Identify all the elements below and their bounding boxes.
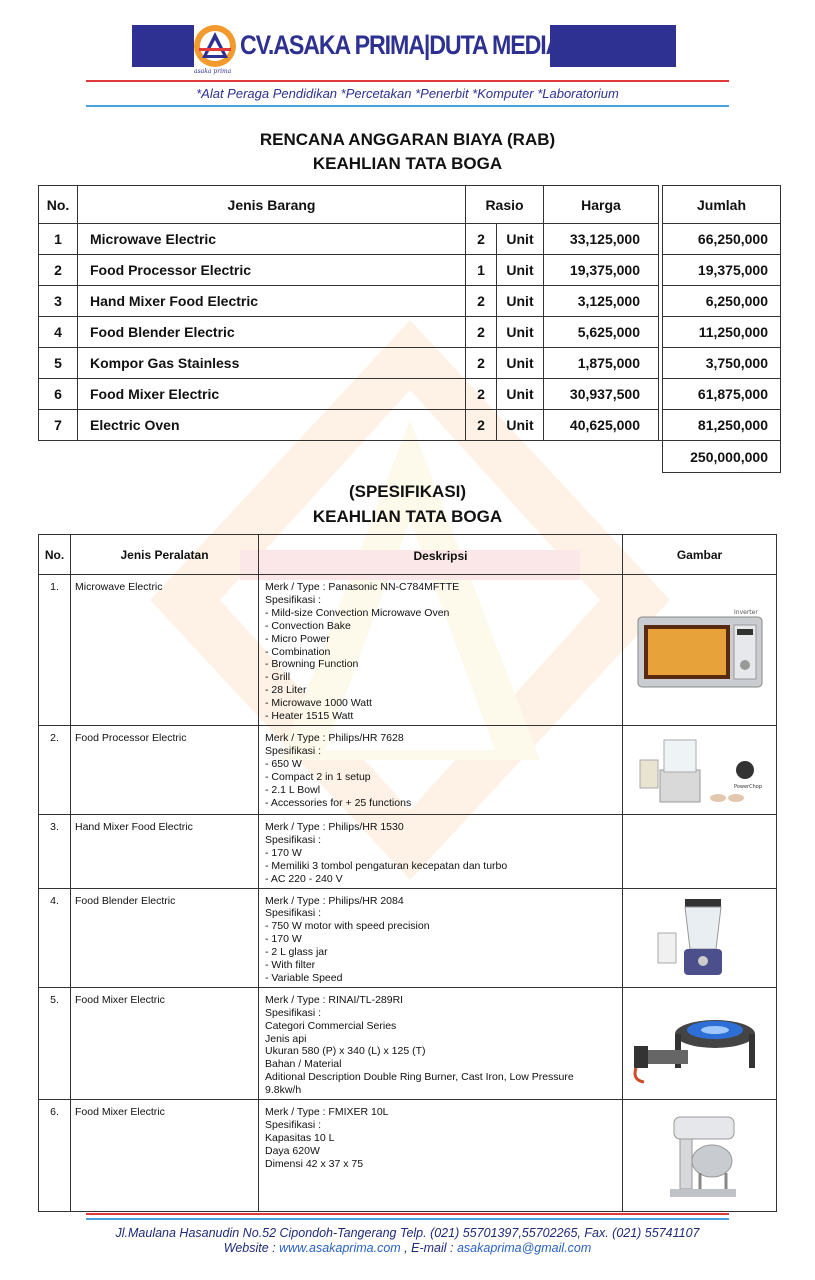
table-row: [39, 379, 781, 410]
row-unit: Unit: [497, 255, 544, 286]
description-line: Spesifikasi :: [265, 833, 322, 846]
row-item: Food Mixer Electric: [78, 379, 466, 410]
gas-stove-image: [627, 998, 772, 1088]
description-line: - Grill: [265, 671, 291, 684]
description-line: Merk / Type : FMIXER 10L: [265, 1106, 389, 1119]
description-line: - Memiliki 3 tombol pengaturan kecepatan dan turbo: [265, 859, 508, 872]
row-item: Microwave Electric: [78, 224, 466, 255]
spec-row-image: [623, 1100, 777, 1212]
rab-title: RENCANA ANGGARAN BIAYA (RAB): [259, 130, 556, 149]
row-qty: 2: [466, 379, 497, 410]
description-line: - 2.1 L Bowl: [265, 783, 321, 796]
logo-subtext: asaka prima: [194, 68, 232, 75]
spec-row-name: Hand Mixer Food Electric: [71, 814, 259, 888]
spec-row-no: 4.: [39, 888, 71, 987]
website-label: Website :: [223, 1241, 280, 1255]
description-line: Dimensi 42 x 37 x 75: [265, 1157, 364, 1170]
table-row: [39, 888, 777, 987]
row-total: 61,875,000: [663, 379, 781, 410]
spec-col-description: Deskripsi: [259, 535, 623, 575]
description-line: - Combination: [265, 645, 331, 658]
spec-row-name: Microwave Electric: [71, 575, 259, 726]
company-logo-icon: [193, 24, 237, 68]
row-price: 40,625,000: [544, 410, 659, 441]
letterhead: [0, 0, 815, 115]
footer-divider-red: [86, 1213, 729, 1215]
row-no: 2: [39, 255, 78, 286]
spec-row-description: [259, 575, 623, 726]
spec-row-no: 2.: [39, 725, 71, 814]
description-line: Kapasitas 10 L: [265, 1131, 335, 1144]
description-line: Spesifikasi :: [265, 907, 322, 920]
description-line: 9.8kw/h: [265, 1084, 302, 1097]
description-line: - Compact 2 in 1 setup: [265, 770, 371, 783]
spec-row-description: [259, 725, 623, 814]
row-unit: Unit: [497, 317, 544, 348]
row-no: 1: [39, 224, 78, 255]
tagline: *Alat Peraga Pendidikan *Percetakan *Penerbit *Komputer *Laboratorium: [196, 86, 619, 101]
description-line: Merk / Type : Philips/HR 2084: [265, 894, 404, 907]
row-price: 19,375,000: [544, 255, 659, 286]
row-unit: Unit: [497, 379, 544, 410]
description-line: Categori Commercial Series: [265, 1019, 397, 1032]
header-divider-red: [86, 80, 729, 82]
description-line: Daya 620W: [265, 1144, 320, 1157]
spec-row-no: 5.: [39, 987, 71, 1099]
footer-divider-blue: [86, 1218, 729, 1220]
spec-row-no: 3.: [39, 814, 71, 888]
col-header-ratio: Rasio: [466, 186, 544, 224]
col-header-total: Jumlah: [663, 186, 781, 224]
description-line: - 650 W: [265, 757, 302, 770]
description-line: - Microwave 1000 Watt: [265, 697, 372, 710]
description-line: Spesifikasi :: [265, 744, 322, 757]
row-item: Food Processor Electric: [78, 255, 466, 286]
row-unit: Unit: [497, 224, 544, 255]
row-item: Kompor Gas Stainless: [78, 348, 466, 379]
rab-subtitle: KEAHLIAN TATA BOGA: [312, 154, 503, 173]
table-row: [39, 224, 781, 255]
description-line: Spesifikasi :: [265, 593, 322, 606]
description-line: Merk / Type : RINAI/TL-289RI: [265, 993, 404, 1006]
email-label: , E-mail :: [400, 1241, 457, 1255]
spec-row-name: Food Mixer Electric: [71, 1100, 259, 1212]
spec-row-image: [623, 725, 777, 814]
description-line: - 28 Liter: [265, 684, 307, 697]
image-label: Inverter: [733, 608, 758, 616]
footer-address: Jl.Maulana Hasanudin No.52 Cipondoh-Tangerang Telp. (021) 55701397,55702265, Fax. (021) 55741107: [115, 1226, 700, 1240]
row-total: 81,250,000: [663, 410, 781, 441]
spec-row-image: [623, 987, 777, 1099]
spec-row-description: [259, 814, 623, 888]
description-line: - Accessories for + 25 functions: [265, 796, 412, 809]
description-line: - AC 220 - 240 V: [265, 872, 343, 885]
table-row: [39, 987, 777, 1099]
row-qty: 2: [466, 348, 497, 379]
row-qty: 2: [466, 317, 497, 348]
website-link[interactable]: www.asakaprima.com: [279, 1241, 401, 1255]
spec-row-no: 1.: [39, 575, 71, 726]
spec-title: (SPESIFIKASI): [348, 482, 467, 501]
spec-row-image: [623, 888, 777, 987]
row-no: 7: [39, 410, 78, 441]
description-line: - Browning Function: [265, 658, 359, 671]
blender-image: [627, 893, 772, 983]
row-price: 30,937,500: [544, 379, 659, 410]
description-line: Jenis api: [265, 1032, 307, 1045]
table-row: [39, 255, 781, 286]
table-row: [39, 317, 781, 348]
row-total: 11,250,000: [663, 317, 781, 348]
header-divider-blue: [86, 105, 729, 107]
budget-table: [38, 185, 781, 473]
description-line: Ukuran 580 (P) x 340 (L) x 125 (T): [265, 1045, 426, 1058]
row-item: Food Blender Electric: [78, 317, 466, 348]
row-total: 66,250,000: [663, 224, 781, 255]
row-qty: 2: [466, 410, 497, 441]
spec-row-name: Food Blender Electric: [71, 888, 259, 987]
spec-col-image: Gambar: [623, 535, 777, 575]
description-line: Merk / Type : Panasonic NN-C784MFTTE: [265, 581, 460, 593]
spec-row-description: [259, 888, 623, 987]
footer-contact: [0, 1241, 815, 1255]
table-row: [39, 814, 777, 888]
row-qty: 1: [466, 255, 497, 286]
row-price: 5,625,000: [544, 317, 659, 348]
spec-row-description: [259, 1100, 623, 1212]
email-link[interactable]: asakaprima@gmail.com: [456, 1241, 592, 1255]
table-row: [39, 348, 781, 379]
description-line: - 170 W: [265, 846, 302, 859]
description-line: Spesifikasi :: [265, 1119, 322, 1131]
description-line: - Heater 1515 Watt: [265, 710, 354, 723]
row-unit: Unit: [497, 286, 544, 317]
description-line: - 170 W: [265, 933, 302, 946]
spec-row-name: Food Mixer Electric: [71, 987, 259, 1099]
spec-row-image: [623, 575, 777, 726]
spec-col-no: No.: [39, 535, 71, 575]
description-line: Bahan / Material: [265, 1058, 342, 1071]
food-processor-image: [627, 730, 772, 810]
table-row: [39, 286, 781, 317]
spec-subtitle: KEAHLIAN TATA BOGA: [312, 507, 503, 526]
table-row: [39, 725, 777, 814]
grand-total-value: 250,000,000: [663, 441, 781, 473]
col-header-price: Harga: [544, 186, 659, 224]
row-no: 4: [39, 317, 78, 348]
row-no: 6: [39, 379, 78, 410]
row-item: Electric Oven: [78, 410, 466, 441]
col-header-no: No.: [39, 186, 78, 224]
description-line: - 2 L glass jar: [265, 946, 328, 959]
row-total: 6,250,000: [663, 286, 781, 317]
row-total: 3,750,000: [663, 348, 781, 379]
header-band-left: [132, 25, 194, 67]
image-label: PowerChop: [733, 783, 762, 790]
spec-row-name: Food Processor Electric: [71, 725, 259, 814]
description-line: Spesifikasi :: [265, 1006, 322, 1019]
description-line: - Micro Power: [265, 632, 330, 645]
table-row: [39, 410, 781, 441]
table-row: [39, 575, 777, 726]
row-price: 1,875,000: [544, 348, 659, 379]
row-price: 3,125,000: [544, 286, 659, 317]
spec-row-no: 6.: [39, 1100, 71, 1212]
description-line: Merk / Type : Philips/HR 1530: [265, 820, 404, 833]
description-line: - Convection Bake: [265, 619, 351, 632]
row-no: 3: [39, 286, 78, 317]
spec-table-header: [39, 535, 777, 575]
row-item: Hand Mixer Food Electric: [78, 286, 466, 317]
budget-table-header: [39, 186, 781, 224]
description-line: - Variable Speed: [265, 971, 343, 984]
row-no: 5: [39, 348, 78, 379]
stand-mixer-image: [627, 1111, 772, 1201]
description-line: - With filter: [265, 959, 316, 972]
table-row: [39, 1100, 777, 1212]
row-qty: 2: [466, 286, 497, 317]
grand-total-row: [39, 441, 781, 473]
description-line: - Mild-size Convection Microwave Oven: [265, 606, 450, 619]
row-unit: Unit: [497, 410, 544, 441]
description-line: Merk / Type : Philips/HR 7628: [265, 731, 404, 744]
row-unit: Unit: [497, 348, 544, 379]
col-header-item: Jenis Barang: [78, 186, 466, 224]
spec-col-equipment: Jenis Peralatan: [71, 535, 259, 575]
spec-row-image: [623, 814, 777, 888]
row-qty: 2: [466, 224, 497, 255]
company-name: CV.ASAKA PRIMA|DUTA MEDIA GROUP: [240, 30, 646, 60]
description-line: Aditional Description Double Ring Burner, Cast Iron, Low Pressure: [265, 1071, 574, 1084]
microwave-image: [627, 605, 772, 695]
description-line: - 750 W motor with speed precision: [265, 920, 430, 933]
row-price: 33,125,000: [544, 224, 659, 255]
spec-row-description: [259, 987, 623, 1099]
specification-table: [38, 534, 777, 1212]
row-total: 19,375,000: [663, 255, 781, 286]
